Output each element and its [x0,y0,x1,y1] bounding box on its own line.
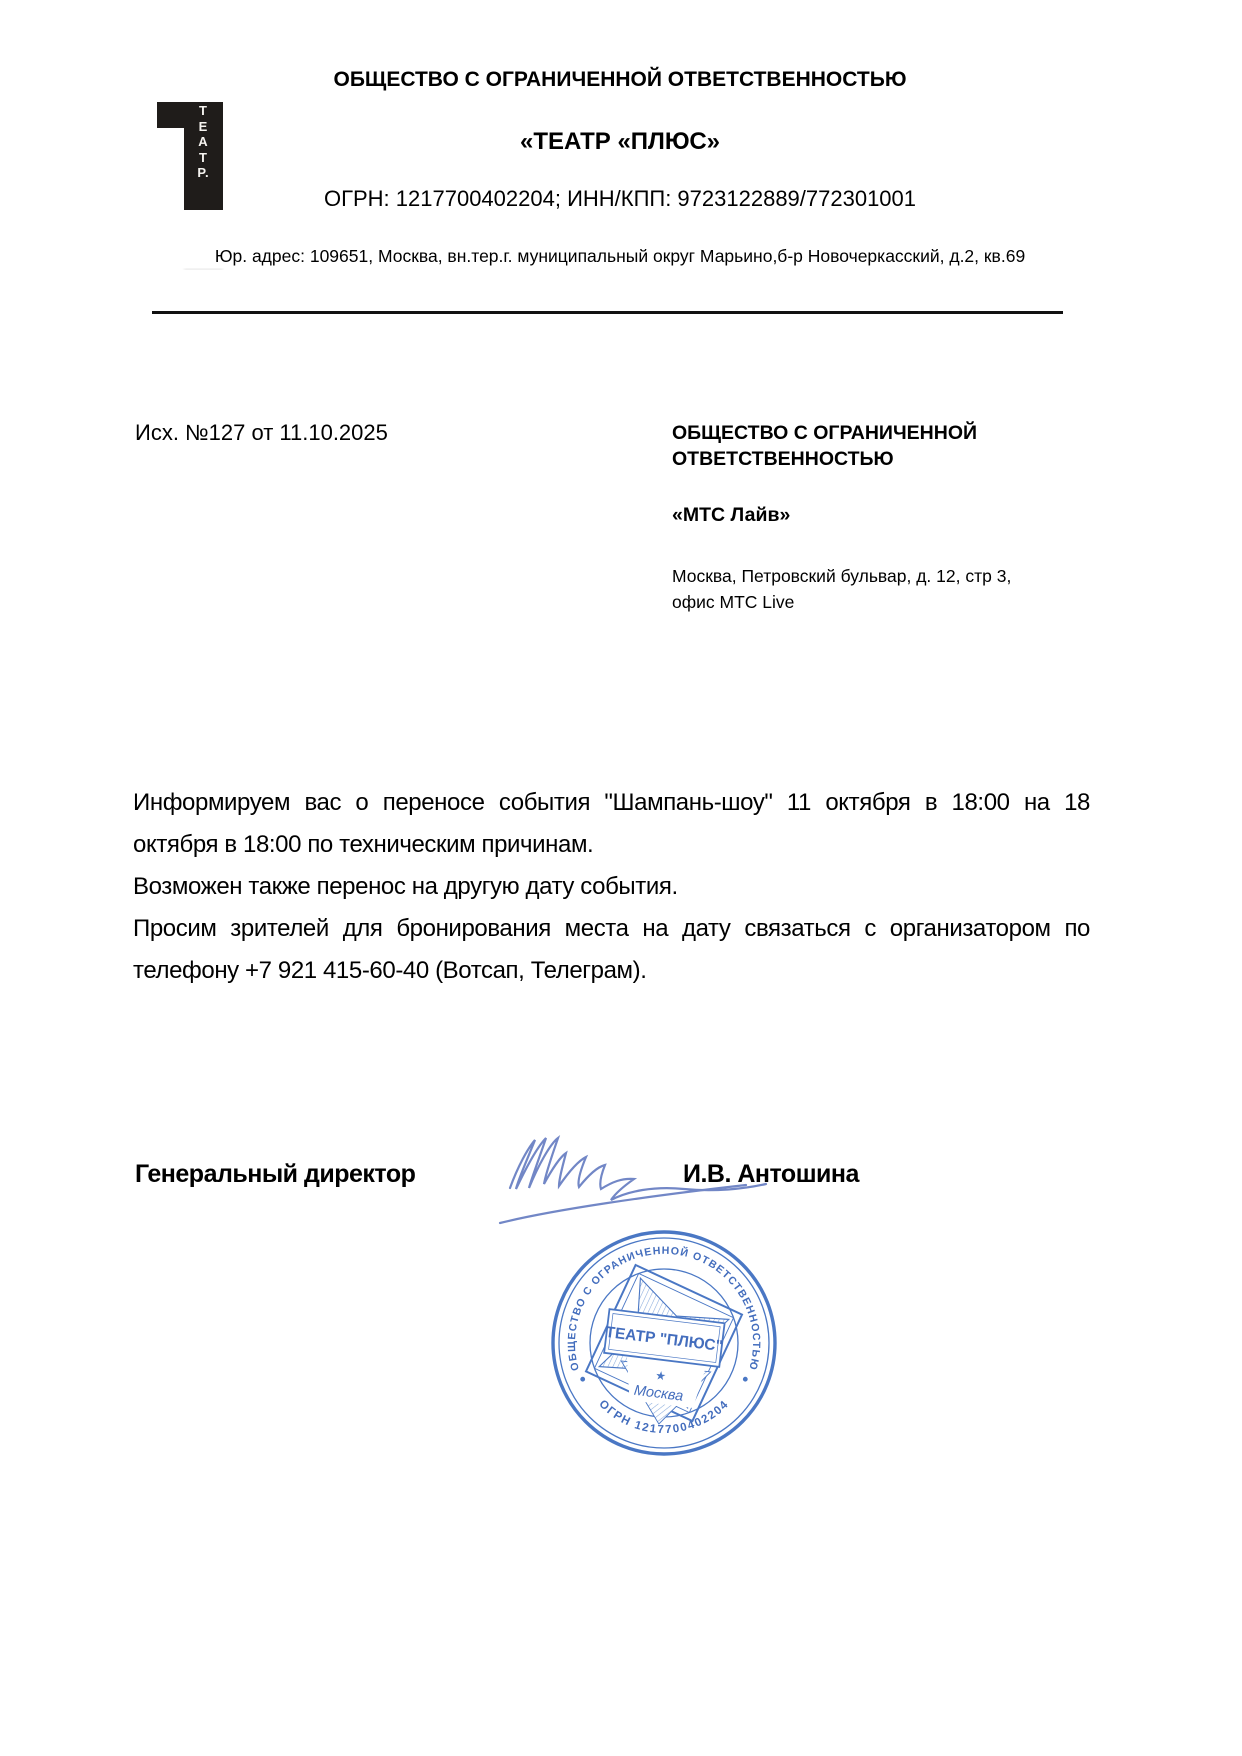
org-legal-address: Юр. адрес: 109651, Москва, вн.тер.г. муниципальный округ Марьино,б-р Новочеркасский, д.2, кв.69 [214,246,1026,266]
stamp-center-name: ТЕАТР "ПЛЮС" [604,1323,724,1356]
outgoing-reference: Исх. №127 от 11.10.2025 [135,420,388,445]
stamp-center-city: Москва [632,1382,685,1405]
handwritten-signature [488,1126,788,1236]
recipient-org-type-line2: ОТВЕТСТВЕННОСТЬЮ [672,448,894,470]
recipient-address-line1: Москва, Петровский бульвар, д. 12, стр 3, [672,566,1012,586]
stamp-ring-text-bottom: ОГРН 1217700402204 [596,1398,732,1437]
body-paragraph-2: Возможен также перенос на другую дату события. [133,873,678,900]
org-name-heading: «ТЕАТР «ПЛЮС» [519,128,721,155]
stamp-ring-text-top: ОБЩЕСТВО С ОГРАНИЧЕННОЙ ОТВЕТСТВЕННОСТЬЮ [565,1244,763,1372]
org-type-heading: ОБЩЕСТВО С ОГРАНИЧЕННОЙ ОТВЕТСТВЕННОСТЬЮ [333,68,907,91]
signer-title: Генеральный директор [135,1160,416,1188]
body-paragraph-3: Просим зрителей для бронирования места на дату связаться с организатором по телефону +7 921 415-60-40 (Вотсап, Телеграм). [133,915,1090,984]
header-divider [152,311,1063,314]
recipient-org-name: «МТС Лайв» [672,504,791,526]
letter-body [133,782,1090,992]
org-registration: ОГРН: 1217700402204; ИНН/КПП: 9723122889/772301001 [323,186,917,211]
logo-letters: Т Е А Т Р. [197,103,210,180]
body-paragraph-1: Информируем вас о переносе события "Шампань-шоу" 11 октября в 18:00 на 18 октября в 18:00 по техническим причинам. [133,789,1090,858]
recipient-org-type-line1: ОБЩЕСТВО С ОГРАНИЧЕННОЙ [672,422,978,444]
company-logo [155,95,225,270]
recipient-address-line2: офис МТС Live [672,592,795,612]
recipient-block [672,420,1072,615]
stamp-star-icon: ★ [654,1368,667,1384]
company-round-stamp [549,1228,779,1458]
signer-name: И.В. Антошина [683,1160,859,1188]
